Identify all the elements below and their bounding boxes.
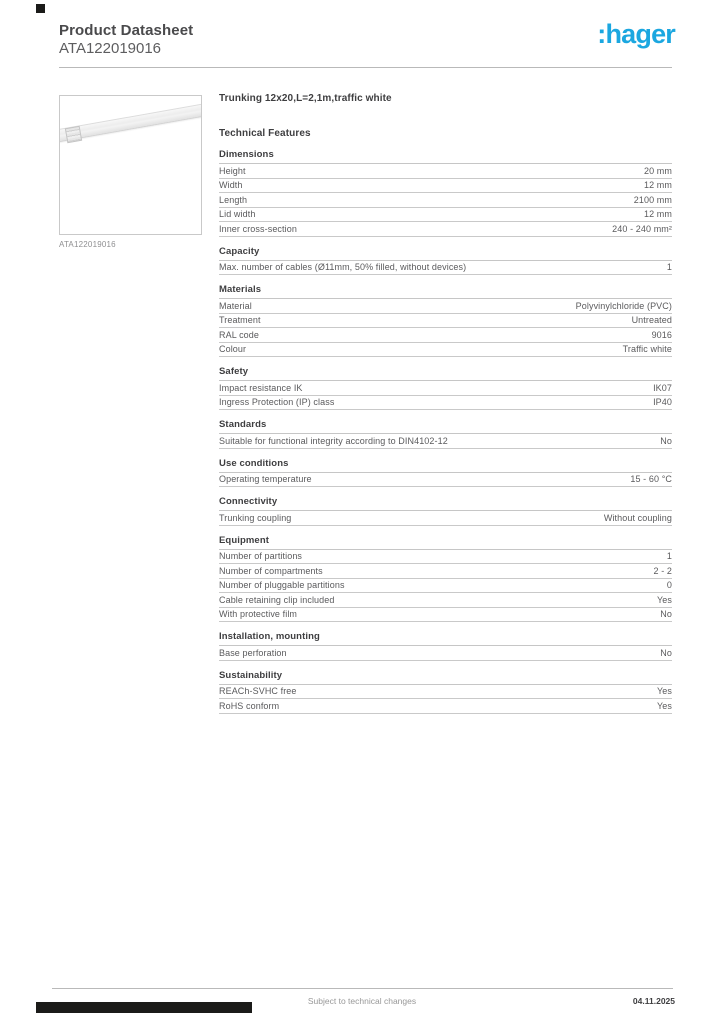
spec-label: Length: [219, 194, 248, 205]
spec-section: [219, 366, 672, 410]
spec-section: [219, 631, 672, 661]
spec-label: Max. number of cables (Ø11mm, 50% filled, without devices): [219, 262, 467, 272]
spec-label: Cable retaining clip included: [219, 594, 335, 605]
spec-value: No: [660, 647, 672, 658]
spec-row: [219, 699, 672, 714]
spec-section: [219, 496, 672, 526]
spec-label: Material: [219, 300, 252, 311]
spec-label: With protective film: [219, 609, 298, 619]
spec-value: Traffic white: [622, 344, 672, 354]
section-title: Capacity: [219, 246, 672, 261]
spec-label: RAL code: [219, 329, 259, 340]
spec-column: [219, 93, 672, 714]
spec-row: [219, 261, 672, 276]
spec-value: No: [660, 435, 672, 446]
spec-value: 1: [666, 262, 672, 272]
spec-row: [219, 299, 672, 314]
spec-label: Treatment: [219, 315, 261, 325]
section-title: Equipment: [219, 535, 672, 550]
section-title: Connectivity: [219, 496, 672, 511]
section-title: Use conditions: [219, 458, 672, 473]
spec-label: Lid width: [219, 209, 256, 219]
spec-value: Polyvinylchloride (PVC): [575, 300, 672, 311]
spec-value: 9016: [651, 329, 672, 340]
spec-value: 240 - 240 mm²: [612, 223, 672, 234]
spec-row: [219, 593, 672, 608]
product-image: [59, 95, 202, 235]
spec-value: 12 mm: [643, 180, 672, 190]
spec-row: [219, 328, 672, 343]
section-title: Standards: [219, 419, 672, 434]
spec-section: [219, 419, 672, 449]
header-divider: [59, 67, 672, 68]
spec-row: [219, 179, 672, 194]
spec-value: Untreated: [631, 315, 672, 325]
spec-label: Number of partitions: [219, 551, 303, 561]
spec-row: [219, 511, 672, 526]
footer-note: Subject to technical changes: [307, 996, 417, 1006]
spec-label: Base perforation: [219, 647, 287, 658]
spec-row: [219, 579, 672, 594]
spec-value: IP40: [653, 397, 672, 407]
spec-value: Yes: [657, 594, 672, 605]
spec-row: [219, 314, 672, 329]
section-title: Dimensions: [219, 149, 672, 164]
spec-value: 15 - 60 °C: [630, 474, 672, 484]
spec-value: Yes: [657, 700, 672, 711]
footer-date: 04.11.2025: [632, 996, 675, 1006]
spec-label: RoHS conform: [219, 700, 280, 711]
spec-value: Yes: [657, 686, 672, 696]
spec-row: [219, 193, 672, 208]
section-title: Materials: [219, 284, 672, 299]
spec-row: [219, 343, 672, 358]
spec-row: [219, 208, 672, 223]
spec-value: 20 mm: [643, 165, 672, 176]
spec-row: [219, 222, 672, 237]
footer-divider: [52, 988, 673, 989]
spec-value: 12 mm: [643, 209, 672, 219]
spec-label: Height: [219, 165, 246, 176]
spec-value: 0: [666, 580, 672, 590]
spec-section: [219, 246, 672, 276]
spec-label: Number of compartments: [219, 565, 323, 576]
spec-label: Colour: [219, 344, 247, 354]
spec-section: [219, 149, 672, 237]
spec-value: 2 - 2: [653, 565, 672, 576]
spec-section: [219, 535, 672, 623]
spec-value: 1: [666, 551, 672, 561]
product-title: Trunking 12x20,L=2,1m,traffic white: [219, 93, 392, 104]
spec-row: [219, 381, 672, 396]
spec-label: Trunking coupling: [219, 512, 292, 523]
spec-row: [219, 646, 672, 661]
spec-row: [219, 564, 672, 579]
spec-value: No: [660, 609, 672, 619]
spec-row: [219, 164, 672, 179]
spec-section: [219, 284, 672, 357]
spec-row: [219, 396, 672, 411]
spec-label: Operating temperature: [219, 474, 312, 484]
spec-label: Width: [219, 180, 243, 190]
sections: [219, 149, 672, 714]
spec-row: [219, 550, 672, 565]
spec-row: [219, 685, 672, 700]
technical-features-heading: Technical Features: [219, 128, 311, 139]
section-title: Sustainability: [219, 670, 672, 685]
spec-label: Ingress Protection (IP) class: [219, 397, 335, 407]
spec-label: REACh-SVHC free: [219, 686, 297, 696]
spec-label: Number of pluggable partitions: [219, 580, 345, 590]
spec-row: [219, 608, 672, 623]
spec-row: [219, 434, 672, 449]
spec-label: Inner cross-section: [219, 223, 297, 234]
spec-section: [219, 670, 672, 714]
print-mark-top: [36, 4, 45, 13]
page-title: Product Datasheet: [59, 22, 194, 39]
spec-value: Without coupling: [603, 512, 672, 523]
trunking-endcap-graphic: [65, 126, 82, 143]
print-mark-bottom: [36, 1002, 252, 1013]
section-title: Safety: [219, 366, 672, 381]
spec-row: [219, 473, 672, 488]
hager-logo: :hager: [597, 19, 675, 49]
spec-label: Impact resistance IK: [219, 382, 303, 393]
product-code: ATA122019016: [59, 40, 162, 57]
spec-value: IK07: [653, 382, 672, 393]
product-image-caption: ATA122019016: [59, 240, 116, 249]
spec-section: [219, 458, 672, 488]
spec-value: 2100 mm: [633, 194, 672, 205]
spec-label: Suitable for functional integrity according to DIN4102-12: [219, 435, 448, 446]
section-title: Installation, mounting: [219, 631, 672, 646]
